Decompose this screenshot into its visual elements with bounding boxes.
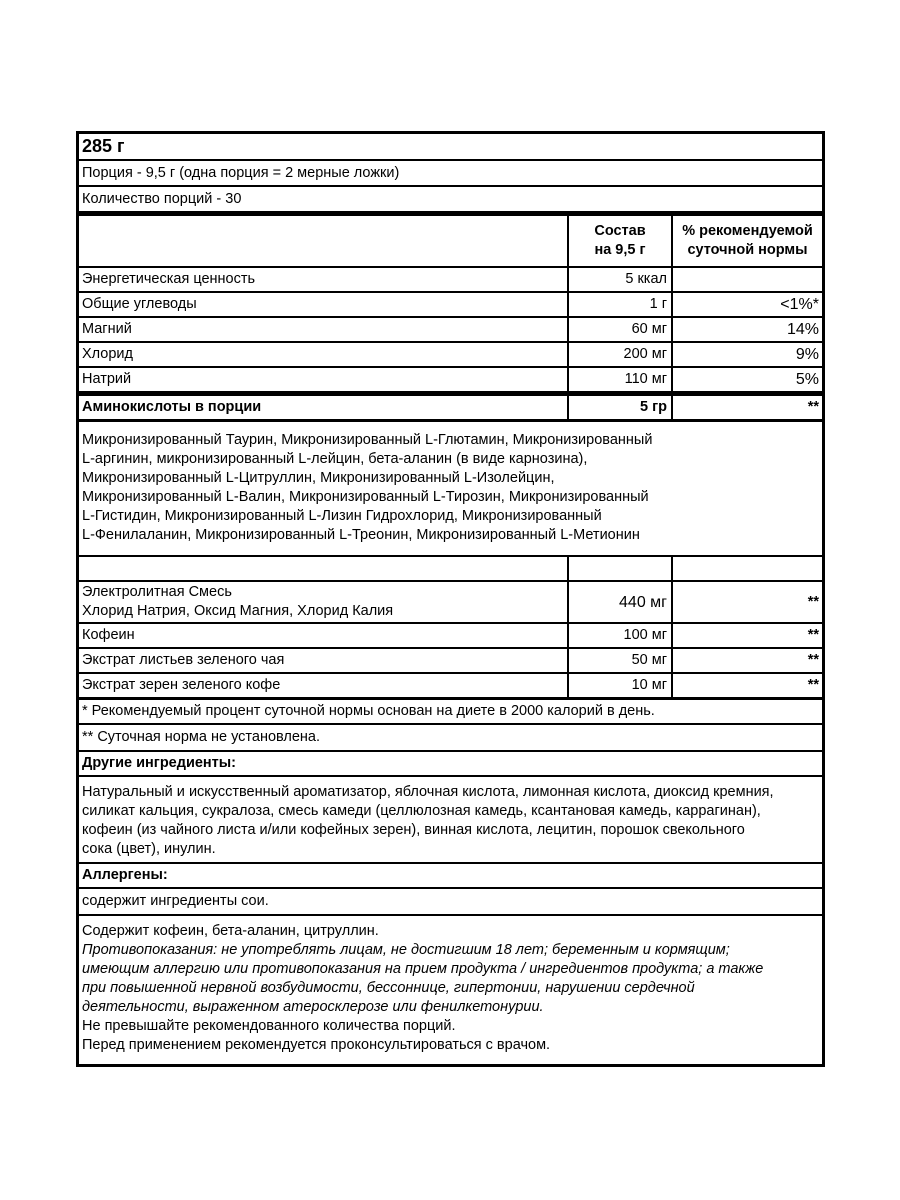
electrolyte-dv: ** [671,582,822,622]
other-ingredients-line: силикат кальция, сукралоза, смесь камеди (целлюлозная камедь, ксантановая камедь, каррагинан), [82,803,761,819]
ingredient-amount: 50 мг [567,649,671,672]
amino-list-line: Микронизированный Таурин, Микронизированный L-Глютамин, Микронизированный [82,432,653,448]
nutrient-row [79,291,822,316]
ingredient-dv: ** [671,624,822,647]
allergens-title: Аллергены: [79,862,822,887]
footnote-daily-value: * Рекомендуемый процент суточной нормы основан на диете в 2000 калорий в день. [79,697,822,723]
nutrient-dv: <1%* [671,293,822,316]
spacer-cell [567,557,671,580]
nutrient-dv: 5% [671,368,822,391]
amino-acids-list [79,419,822,555]
table-header-name-cell [79,216,567,266]
electrolyte-name [79,582,567,622]
nutrient-name: Общие углеводы [82,296,197,312]
contraindications-line: имеющим аллергию или противопоказания на прием продукта / ингредиентов продукта; а также [82,961,764,977]
amino-acids-dv: ** [671,396,822,419]
amino-list-line: L-Фенилаланин, Микронизированный L-Треонин, Микронизированный L-Метионин [82,527,640,543]
ingredient-dv: ** [671,649,822,672]
amino-list-line: L-Гистидин, Микронизированный L-Лизин Гидрохлорид, Микронизированный [82,508,602,524]
contraindications-line: деятельности, выраженном атеросклерозе или фенилкетонурии. [82,999,544,1015]
nutrition-facts-panel [76,131,825,1067]
electrolyte-amount: 440 мг [567,582,671,622]
ingredient-name: Экстрат зерен зеленого кофе [82,677,281,693]
electrolyte-row [79,580,822,622]
ingredient-row [79,622,822,647]
nutrient-name: Натрий [82,371,132,387]
ingredient-amount: 100 мг [567,624,671,647]
serving-size: Порция - 9,5 г (одна порция = 2 мерные ложки) [79,159,822,185]
ingredient-amount: 10 мг [567,674,671,697]
nutrient-name: Хлорид [82,346,133,362]
amino-list-line: Микронизированный L-Валин, Микронизированный L-Тирозин, Микронизированный [82,489,649,505]
header-amount-line-2: на 9,5 г [594,242,646,258]
spacer-row [79,555,822,580]
footnote-not-established: ** Суточная норма не установлена. [79,723,822,750]
other-ingredients-line: Натуральный и искусственный ароматизатор, яблочная кислота, лимонная кислота, диоксид кремния, [82,784,774,800]
allergens-text: содержит ингредиенты сои. [79,887,822,914]
nutrient-dv [671,268,822,291]
nutrient-amount: 5 ккал [567,268,671,291]
table-header-dv [671,216,822,266]
amino-list-line: Микронизированный L-Цитруллин, Микронизированный L-Изолейцин, [82,470,555,486]
other-ingredients-list [79,775,822,862]
header-dv-line-1: % рекомендуемой [682,223,813,239]
ingredient-name: Экстрат листьев зеленого чая [82,652,285,668]
table-header-amount [567,216,671,266]
header-amount-line-1: Состав [594,223,646,239]
contraindications-line: Противопоказания: не употреблять лицам, не достигшим 18 лет; беременным и кормящим; [82,942,730,958]
nutrient-amount: 200 мг [567,343,671,366]
electrolyte-name-line-2: Хлорид Натрия, Оксид Магния, Хлорид Калия [82,603,394,619]
nutrient-amount: 110 мг [567,368,671,391]
warning-contains: Содержит кофеин, бета-аланин, цитруллин. [82,923,379,939]
nutrient-dv: 9% [671,343,822,366]
nutrient-row [79,316,822,341]
header-dv-line-2: суточной нормы [687,242,808,258]
warnings-block [79,914,822,1064]
electrolyte-name-line-1: Электролитная Смесь [82,584,232,600]
contraindications-line: при повышенной нервной возбудимости, бессоннице, гипертонии, нарушении сердечной [82,980,695,996]
warning-consult-doctor: Перед применением рекомендуется проконсультироваться с врачом. [82,1037,551,1053]
warning-dosage-limit: Не превышайте рекомендованного количества порций. [82,1018,456,1034]
nutrient-dv: 14% [671,318,822,341]
nutrient-amount: 1 г [567,293,671,316]
nutrient-row [79,366,822,391]
other-ingredients-line: кофеин (из чайного листа и/или кофейных зерен), винная кислота, лецитин, порошок свекольного [82,822,745,838]
ingredient-dv: ** [671,674,822,697]
amino-acids-label: Аминокислоты в порции [82,399,262,415]
package-weight: 285 г [82,136,125,156]
nutrient-name: Энергетическая ценность [82,271,256,287]
nutrient-row [79,341,822,366]
ingredient-name: Кофеин [82,627,135,643]
table-header-row [79,211,822,266]
amino-acids-row [79,391,822,419]
ingredient-row [79,647,822,672]
ingredient-row [79,672,822,697]
nutrient-name: Магний [82,321,132,337]
nutrient-row [79,266,822,291]
other-ingredients-line: сока (цвет), инулин. [82,841,216,857]
nutrient-amount: 60 мг [567,318,671,341]
spacer-cell [671,557,822,580]
other-ingredients-title: Другие ингредиенты: [79,750,822,775]
amino-list-line: L-аргинин, микронизированный L-лейцин, бета-аланин (в виде карнозина), [82,451,588,467]
spacer-cell [79,557,567,580]
amino-acids-amount: 5 гр [567,396,671,419]
servings-count: Количество порций - 30 [79,185,822,211]
